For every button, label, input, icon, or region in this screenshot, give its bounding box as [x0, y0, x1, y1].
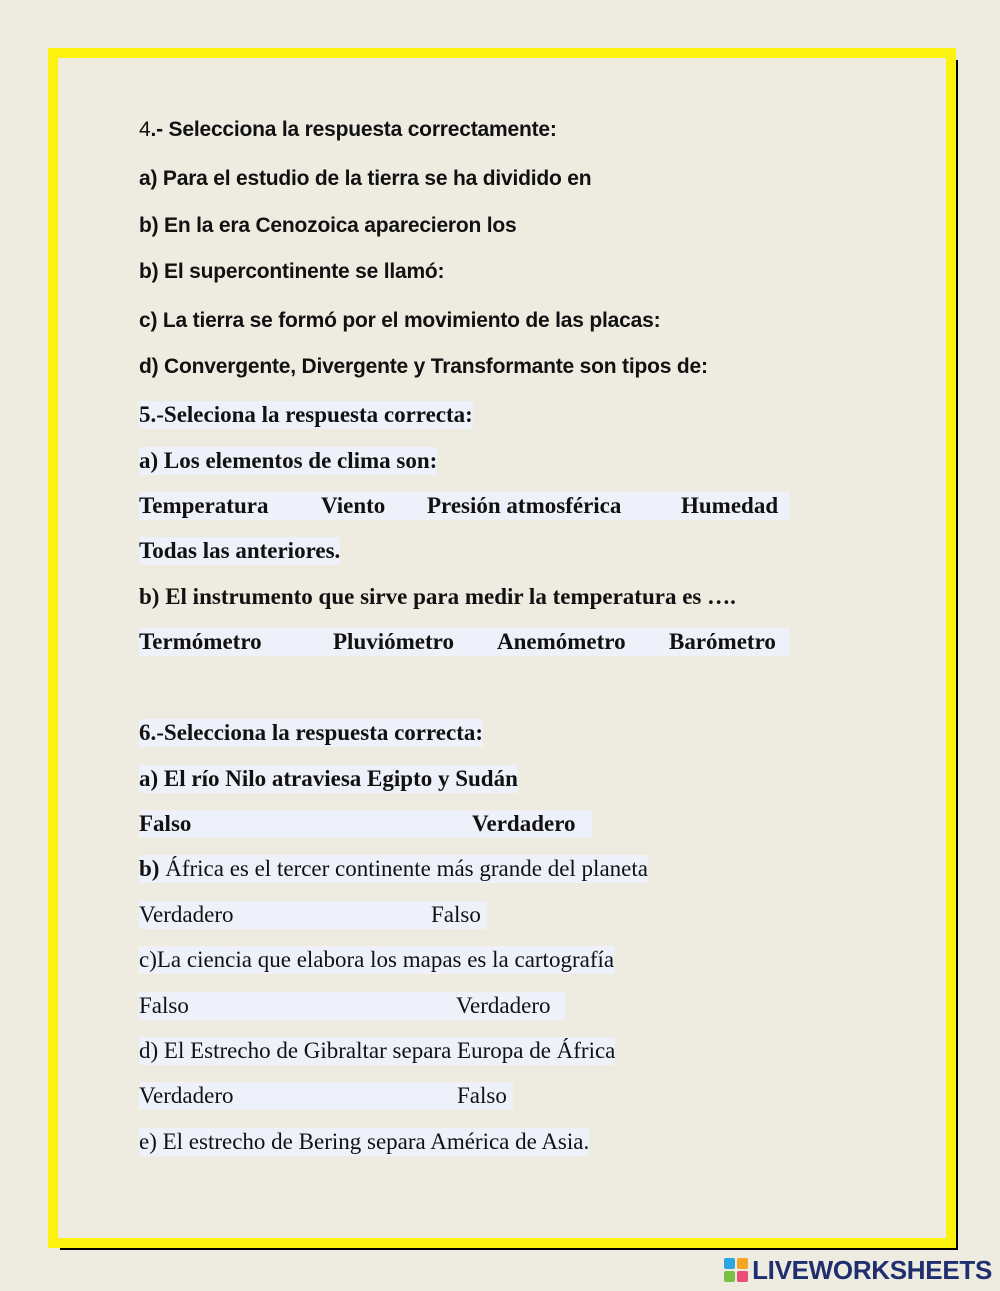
section6-options-a	[139, 810, 592, 838]
option-todas-anteriores[interactable]: Todas las anteriores.	[139, 538, 341, 563]
section5-options-b	[139, 628, 790, 656]
section6-question-a: a) El río Nilo atraviesa Egipto y Sudán	[139, 766, 518, 791]
option-anemometro[interactable]: Anemómetro	[497, 629, 626, 654]
section4-question-b2: b) El supercontinente se llamó:	[139, 260, 445, 283]
section4-question-c: c) La tierra se formó por el movimiento de las placas:	[139, 309, 661, 332]
section6-question-c: c)La ciencia que elabora los mapas es la cartografía	[139, 947, 615, 972]
liveworksheets-logo	[724, 1255, 992, 1285]
section4-question-b1: b) En la era Cenozoica aparecieron los	[139, 214, 517, 237]
section4-question-a: a) Para el estudio de la tierra se ha dividido en	[139, 167, 592, 190]
section4-title: 4.- Selecciona la respuesta correctamente:	[139, 118, 557, 141]
option-verdadero[interactable]: Verdadero	[139, 902, 234, 927]
section5-title: 5.-Seleciona la respuesta correcta:	[139, 402, 473, 427]
option-barometro[interactable]: Barómetro	[669, 629, 776, 654]
option-verdadero[interactable]: Verdadero	[456, 993, 551, 1018]
section6-title: 6.-Selecciona la respuesta correcta:	[139, 720, 484, 745]
section6-question-b: b) África es el tercer continente más grande del planeta	[139, 856, 648, 881]
section6-options-d	[139, 1082, 513, 1110]
section5-question-b: b) El instrumento que sirve para medir la temperatura es ….	[139, 584, 736, 609]
section5-options-a	[139, 492, 790, 520]
option-falso[interactable]: Falso	[139, 993, 189, 1018]
section6-options-b	[139, 901, 487, 929]
option-falso[interactable]: Falso	[457, 1083, 507, 1108]
option-falso[interactable]: Falso	[431, 902, 481, 927]
section4-question-d: d) Convergente, Divergente y Transformante son tipos de:	[139, 355, 708, 378]
option-humedad[interactable]: Humedad	[681, 493, 779, 518]
option-pluviometro[interactable]: Pluviómetro	[333, 629, 454, 654]
option-termometro[interactable]: Termómetro	[139, 629, 262, 654]
option-verdadero[interactable]: Verdadero	[139, 1083, 234, 1108]
logo-text: LIVEWORKSHEETS	[752, 1254, 992, 1285]
liveworksheets-logo-icon	[724, 1258, 748, 1282]
option-temperatura[interactable]: Temperatura	[139, 493, 269, 518]
section6-options-c	[139, 992, 565, 1020]
section6-question-e: e) El estrecho de Bering separa América de Asia.	[139, 1129, 590, 1154]
section6-question-d: d) El Estrecho de Gibraltar separa Europa de África	[139, 1038, 616, 1063]
option-presion[interactable]: Presión atmosférica	[427, 493, 622, 518]
section5-question-a: a) Los elementos de clima son:	[139, 448, 438, 473]
option-verdadero[interactable]: Verdadero	[472, 811, 576, 836]
option-viento[interactable]: Viento	[321, 493, 386, 518]
option-falso[interactable]: Falso	[139, 811, 192, 836]
